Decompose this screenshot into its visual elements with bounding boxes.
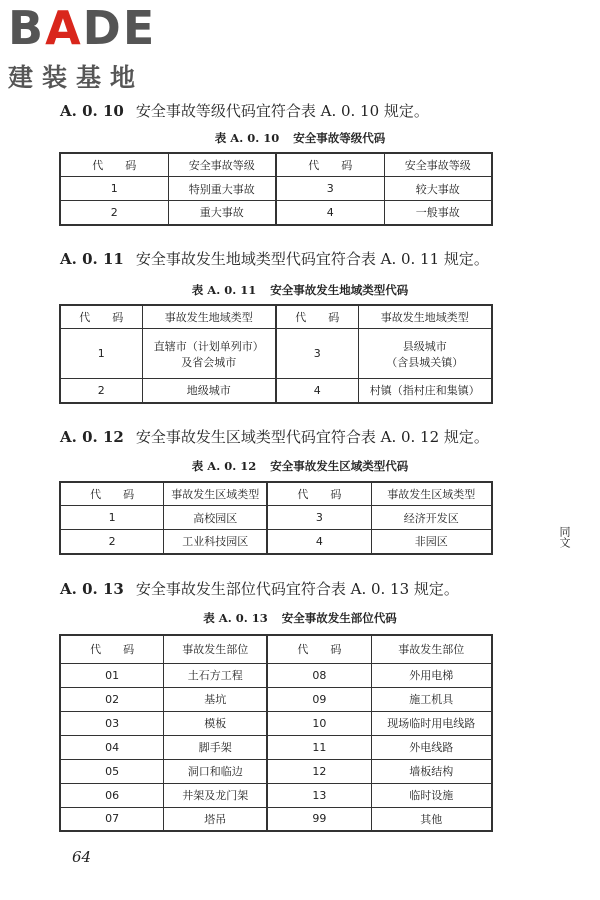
cell-value: 县级城市 （含县城关镇） [358,329,492,379]
header-code: 代 码 [60,153,168,177]
cell-value: 外电线路 [371,735,492,759]
header-location: 事故发生部位 [164,635,268,663]
table-row [60,807,492,831]
table-a011 [59,304,493,404]
table-row [60,530,492,554]
cell-code: 12 [267,759,371,783]
cell-value: 临时设施 [371,783,492,807]
cell-value: 脚手架 [164,735,268,759]
logo [8,1,178,94]
cell-value: 工业科技园区 [164,530,268,554]
cell-code: 06 [60,783,164,807]
cell-value: 现场临时用电线路 [371,711,492,735]
header-code: 代 码 [60,305,142,329]
table-row [60,329,492,379]
cell-code: 3 [276,177,384,201]
cell-code: 01 [60,663,164,687]
cell-value: 模板 [164,711,268,735]
header-level: 安全事故等级 [384,153,492,177]
table-row [60,177,492,201]
table-a013-caption: 表 A. 0. 13 安全事故发生部位代码 [203,611,397,625]
cell-value: 井架及龙门架 [164,783,268,807]
cell-value: 墙板结构 [371,759,492,783]
table-a011-caption: 表 A. 0. 11 安全事故发生地域类型代码 [191,283,409,297]
table-a012-caption: 表 A. 0. 12 安全事故发生区域类型代码 [191,459,409,473]
section-a012-paragraph: A. 0. 12 安全事故发生区域类型代码宜符合表 A. 0. 12 规定。 [60,428,489,446]
cell-code: 1 [60,177,168,201]
cell-value: 重大事故 [168,201,276,225]
cell-value: 村镇（指村庄和集镇） [358,379,492,403]
table-row [60,783,492,807]
side-margin-text: 同文 [558,526,571,548]
cell-code: 04 [60,735,164,759]
cell-code: 11 [267,735,371,759]
table-a010 [59,152,493,226]
section-a010-paragraph: A. 0. 10 安全事故等级代码宜符合表 A. 0. 10 规定。 [60,102,429,120]
header-region-type: 事故发生地域类型 [358,305,492,329]
table-row [60,687,492,711]
cell-code: 10 [267,711,371,735]
header-code: 代 码 [267,482,371,506]
cell-code: 99 [267,807,371,831]
cell-code: 07 [60,807,164,831]
cell-value: 施工机具 [371,687,492,711]
page-number: 64 [72,848,92,866]
cell-value: 非园区 [371,530,492,554]
cell-value: 塔吊 [164,807,268,831]
table-row [60,735,492,759]
cell-code: 03 [60,711,164,735]
table-header-row [60,635,492,663]
header-code: 代 码 [60,635,164,663]
table-header-row [60,482,492,506]
cell-code: 4 [276,379,358,403]
header-code: 代 码 [276,305,358,329]
cell-code: 3 [267,506,371,530]
cell-value: 土石方工程 [164,663,268,687]
header-location: 事故发生部位 [371,635,492,663]
cell-code: 13 [267,783,371,807]
section-a011-paragraph: A. 0. 11 安全事故发生地域类型代码宜符合表 A. 0. 11 规定。 [60,250,489,268]
header-code: 代 码 [60,482,164,506]
cell-value: 高校园区 [164,506,268,530]
table-row [60,201,492,225]
section-a013-paragraph: A. 0. 13 安全事故发生部位代码宜符合表 A. 0. 13 规定。 [60,580,459,598]
cell-code: 08 [267,663,371,687]
logo-wordmark: BADE [8,1,157,55]
cell-code: 02 [60,687,164,711]
cell-code: 09 [267,687,371,711]
table-row [60,711,492,735]
cell-value: 洞口和临边 [164,759,268,783]
cell-code: 1 [60,329,142,379]
header-code: 代 码 [267,635,371,663]
cell-value: 外用电梯 [371,663,492,687]
cell-value: 地级城市 [142,379,276,403]
cell-value: 直辖市（计划单列市） 及省会城市 [142,329,276,379]
header-code: 代 码 [276,153,384,177]
table-row [60,379,492,403]
cell-code: 2 [60,201,168,225]
cell-code: 05 [60,759,164,783]
table-row [60,506,492,530]
header-region-type: 事故发生地域类型 [142,305,276,329]
cell-code: 2 [60,379,142,403]
cell-code: 4 [276,201,384,225]
table-header-row [60,153,492,177]
header-level: 安全事故等级 [168,153,276,177]
table-a012 [59,481,493,555]
cell-code: 3 [276,329,358,379]
table-row [60,663,492,687]
cell-value: 经济开发区 [371,506,492,530]
header-zone-type: 事故发生区域类型 [164,482,268,506]
cell-code: 1 [60,506,164,530]
cell-value: 其他 [371,807,492,831]
table-a010-caption: 表 A. 0. 10 安全事故等级代码 [214,131,386,145]
cell-value: 较大事故 [384,177,492,201]
table-row [60,759,492,783]
cell-code: 2 [60,530,164,554]
cell-code: 4 [267,530,371,554]
table-header-row [60,305,492,329]
cell-value: 一般事故 [384,201,492,225]
cell-value: 特别重大事故 [168,177,276,201]
logo-subtitle: 建装基地 [8,63,145,92]
table-a013 [59,634,493,832]
cell-value: 基坑 [164,687,268,711]
header-zone-type: 事故发生区域类型 [371,482,492,506]
